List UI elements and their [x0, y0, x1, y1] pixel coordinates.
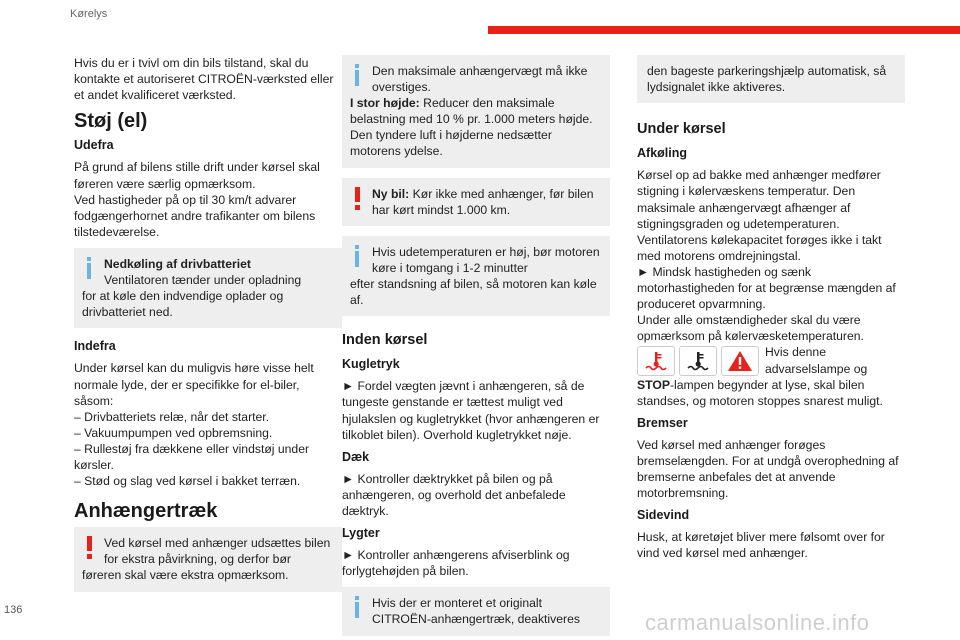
inside-paragraph: Under kørsel kan du muligvis høre visse helt normale lyde, der er specifikke for el-biler, såsom:: [74, 361, 314, 408]
warning-lamp-icons: [637, 346, 759, 376]
outside-paragraph-1: På grund af bilens stille drift under kørsel skal føreren være særlig opmærksom.: [74, 160, 320, 191]
ball-paragraph: ► Fordel vægten jævnt i anhængeren, så de tungeste genstande er tættest muligt ved hjulakslen og kugletrykket (hvor anhængeren er tilkoblet bilen). Overhold kugletrykket nøje.: [342, 379, 600, 442]
load-note-rest: Reducer den maksimale belastning med 10 % pr. 1.000 meters højde. Den tyndere luft i højderne nedsætter motorens ydelse.: [350, 96, 593, 159]
cooling-paragraph-3: ► Mindsk hastigheden og sænk motorhastigheden for at begrænse mængden af produceret opvarmning.: [637, 264, 896, 312]
info-icon: [352, 245, 364, 269]
citroen-note: Hvis der er monteret et originalt CITROËN-anhængertræk, deaktiveres: [372, 596, 580, 627]
list-item: – Stød og slag ved kørsel i bakket terræn.: [74, 474, 301, 489]
parking-note: [637, 55, 905, 103]
watermark: carmanualsonline.info: [645, 610, 870, 635]
header-red-bar: [488, 26, 960, 34]
battery-note-first: Ventilatoren tænder under opladning: [104, 273, 302, 288]
battery-note-title: Nedkøling af drivbatteriet: [104, 256, 251, 271]
warning-lamp-paragraph: [637, 344, 905, 408]
warning-triangle-icon: [721, 346, 759, 376]
cooling-paragraph-2: Ventilatorens kølekapacitet forøges ikke i takt med motorens omdrejningstal.: [637, 232, 882, 263]
lamp-text-1: Hvis denne advarselslampe og: [765, 345, 868, 376]
battery-info-note: [74, 248, 342, 328]
towbar-info-note: [342, 587, 610, 635]
cooling-heading: Afkøling: [637, 146, 687, 161]
stop-label: STOP: [637, 377, 670, 392]
crosswind-heading: Sidevind: [637, 508, 690, 523]
warning-icon: [84, 536, 96, 560]
load-note-first: Den maksimale anhængervægt må ikke overstiges.: [372, 64, 588, 95]
driving-heading: Under kørsel: [637, 121, 726, 138]
page-number: 136: [4, 604, 23, 616]
temp-note-first: Hvis udetemperaturen er høj, bør motoren køre i tomgang i 1-2 minutter: [372, 244, 600, 275]
list-item: – Rullestøj fra dækkene eller vindstøj under kørsler.: [74, 441, 310, 472]
towbar-warning-first: Ved kørsel med anhænger udsættes bilen for ekstra påvirkning, og derfor bør: [104, 536, 331, 567]
towbar-warning-rest: føreren skal være ekstra opmærksom.: [82, 568, 289, 583]
coolant-temperature-black-icon: [679, 346, 717, 376]
park-note-text: den bageste parkeringshjælp automatisk, så lydsignalet ikke aktiveres.: [647, 64, 887, 95]
newcar-warning-note: [342, 178, 610, 226]
temp-note-rest: efter standsning af bilen, så motoren kan køle af.: [350, 276, 597, 308]
newcar-text: Kør ikke med anhænger, før bilen har kørt mindst 1.000 km.: [372, 186, 594, 217]
brakes-paragraph: Ved kørsel med anhænger forøges bremselængden. For at undgå overophedning af bremserne anbefales det at anvende motorbremsning.: [637, 437, 899, 501]
temperature-info-note: [342, 236, 610, 316]
cooling-paragraph-4: Under alle omstændigheder skal du være opmærksom på kølervæsketemperaturen.: [637, 313, 864, 344]
cooling-paragraph-1: Kørsel op ad bakke med anhænger medfører stigning i kølervæskens temperatur. Den maksimale anhængervægt afhænger af stigningsgraden og udetemperaturen.: [637, 168, 881, 231]
lights-paragraph: ► Kontroller anhængerens afviserblink og forlygtehøjden på bilen.: [342, 548, 570, 579]
load-note-label: I stor højde:: [350, 96, 420, 111]
info-icon: [84, 257, 96, 281]
ball-heading: Kugletryk: [342, 357, 400, 372]
crosswind-paragraph: Husk, at køretøjet bliver mere følsomt over for vind ved kørsel med anhænger.: [637, 530, 885, 561]
towbar-heading: Anhængertræk: [74, 500, 218, 523]
info-icon: [352, 64, 364, 88]
load-info-note: [342, 55, 610, 168]
noise-heading: Støj (el): [74, 110, 148, 133]
running-head: Kørelys: [70, 8, 108, 20]
battery-note-rest: for at køle den indvendige oplader og drivbatteriet ned.: [82, 289, 284, 320]
tyres-paragraph: ► Kontroller dæktrykket på bilen og på anhængeren, og overhold det anbefalede dæktryk.: [342, 471, 566, 518]
inside-heading: Indefra: [74, 339, 116, 354]
lights-heading: Lygter: [342, 526, 380, 541]
load-note-body: [350, 95, 600, 159]
warning-icon: [352, 187, 364, 211]
column-2: [342, 55, 610, 640]
list-item: – Vakuumpumpen ved opbremsning.: [74, 425, 273, 440]
outside-paragraph-2: Ved hastigheder på op til 30 km/t advarer fodgængerhornet andre trafikanter om bilens tilstedeværelse.: [74, 192, 316, 239]
before-driving-heading: Inden kørsel: [342, 332, 428, 349]
intro-paragraph: Hvis du er i tvivl om din bils tilstand, skal du kontakte et autoriseret CITROËN-værksted eller et andet kvalificeret værksted.: [74, 56, 334, 103]
towbar-warning-note: [74, 527, 342, 591]
info-icon: [352, 596, 364, 620]
lamp-text-2: -lampen begynder at lyse, skal bilen standses, og motoren stoppes snarest muligt.: [637, 377, 883, 408]
newcar-note-body: [350, 186, 600, 218]
outside-heading: Udefra: [74, 138, 114, 153]
list-item: – Drivbatteriets relæ, når det starter.: [74, 409, 270, 424]
coolant-temperature-red-icon: [637, 346, 675, 376]
newcar-label: Ny bil:: [372, 186, 410, 201]
tyres-heading: Dæk: [342, 449, 370, 464]
brakes-heading: Bremser: [637, 415, 688, 430]
inside-list: [74, 409, 342, 489]
column-1: [74, 55, 342, 602]
column-3: [637, 55, 905, 568]
